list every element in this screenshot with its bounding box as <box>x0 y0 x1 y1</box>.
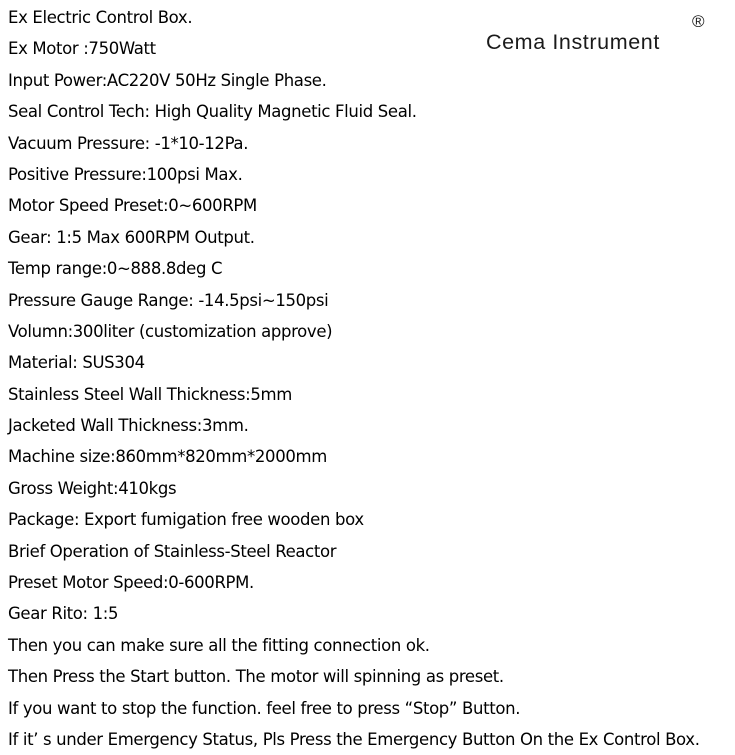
spec-line-machine-size: Machine size:860mm*820mm*2000mm <box>8 447 327 467</box>
spec-line-input-power: Input Power:AC220V 50Hz Single Phase. <box>8 70 327 90</box>
operation-step-emergency: If it’ s under Emergency Status, Pls Press the Emergency Button On the Ex Control Box. <box>8 729 700 749</box>
registered-mark-icon: ® <box>692 12 705 31</box>
spec-line-seal-tech: Seal Control Tech: High Quality Magnetic Fluid Seal. <box>8 102 417 122</box>
operation-step-gear-ratio: Gear Rito: 1:5 <box>8 604 119 624</box>
spec-line-positive-pressure: Positive Pressure:100psi Max. <box>8 164 243 184</box>
spec-line-package: Package: Export fumigation free wooden box <box>8 510 364 530</box>
spec-line-gauge-range: Pressure Gauge Range: -14.5psi~150psi <box>8 290 329 310</box>
spec-line-volume: Volumn:300liter (customization approve) <box>8 321 333 341</box>
spec-line-material: Material: SUS304 <box>8 353 145 373</box>
operation-step-press-start: Then Press the Start button. The motor will spinning as preset. <box>8 667 504 687</box>
operation-heading: Brief Operation of Stainless-Steel Reactor <box>8 541 337 561</box>
operation-step-check-fittings: Then you can make sure all the fitting connection ok. <box>8 635 430 655</box>
spec-line-wall-thickness: Stainless Steel Wall Thickness:5mm <box>8 384 292 404</box>
spec-line-motor: Ex Motor :750Watt <box>8 39 156 59</box>
spec-line-gross-weight: Gross Weight:410kgs <box>8 478 177 498</box>
spec-line-control-box: Ex Electric Control Box. <box>8 8 193 27</box>
spec-line-gear: Gear: 1:5 Max 600RPM Output. <box>8 227 255 247</box>
operation-step-press-stop: If you want to stop the function. feel free to press “Stop” Button. <box>8 698 521 718</box>
brand-logo-text: Cema Instrument <box>486 30 660 54</box>
spec-text-block <box>8 2 733 755</box>
spec-line-motor-speed: Motor Speed Preset:0~600RPM <box>8 196 257 216</box>
spec-line-vacuum-pressure: Vacuum Pressure: -1*10-12Pa. <box>8 133 249 153</box>
spec-line-jacket-thickness: Jacketed Wall Thickness:3mm. <box>8 416 249 436</box>
spec-line-temp-range: Temp range:0~888.8deg C <box>8 259 223 279</box>
operation-step-preset-speed: Preset Motor Speed:0-600RPM. <box>8 573 254 593</box>
